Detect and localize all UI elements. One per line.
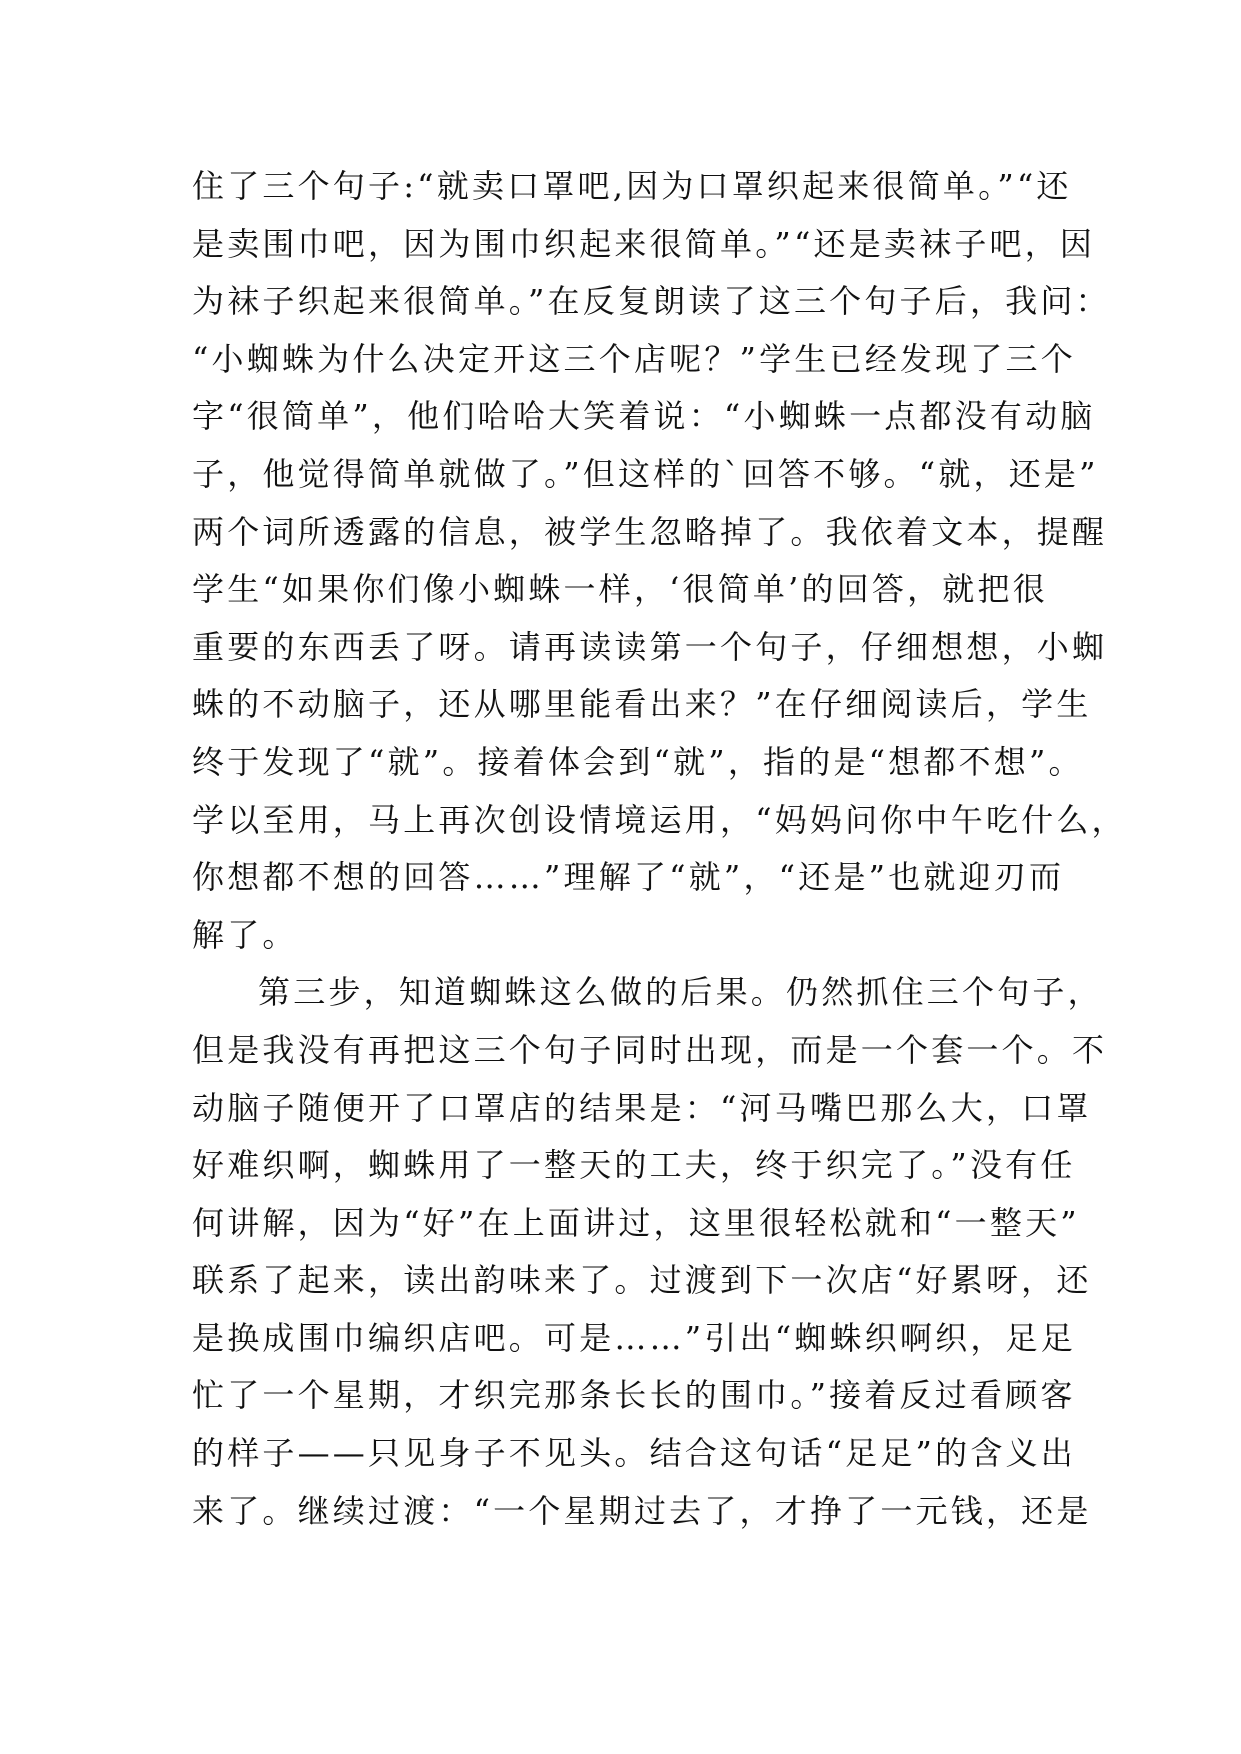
text-line: 你想都不想的回答……”理解了“就”，“还是”也就迎刃而: [192, 858, 1065, 897]
text-line: 忙了一个星期，才织完那条长长的围巾。”接着反过看顾客: [192, 1376, 1076, 1415]
text-line: 何讲解，因为“好”在上面讲过，这里很轻松就和“一整天”: [192, 1203, 1080, 1242]
paragraph-first-line: 第三步，知道蜘蛛这么做的后果。仍然抓住三个句子，: [258, 973, 1103, 1012]
text-line: 蛛的不动脑子，还从哪里能看出来？”在仔细阅读后，学生: [192, 685, 1092, 724]
text-line: 是换成围巾编织店吧。可是……”引出“蜘蛛织啊织，足足: [192, 1318, 1076, 1357]
text-line: 子，他觉得简单就做了。”但这样的`回答不够。“就，还是”: [192, 454, 1099, 493]
text-line: 但是我没有再把这三个句子同时出现，而是一个套一个。不: [192, 1030, 1108, 1069]
text-line: 联系了起来，读出韵味来了。过渡到下一次店“好累呀，还: [192, 1261, 1092, 1300]
text-line: 两个词所透露的信息，被学生忽略掉了。我依着文本，提醒: [192, 512, 1108, 551]
text-line: 字“很简单”，他们哈哈大笑着说：“小蜘蛛一点都没有动脑: [192, 397, 1096, 436]
text-line: 为袜子织起来很简单。”在反复朗读了这三个句子后，我问：: [192, 282, 1111, 321]
text-line: 动脑子随便开了口罩店的结果是：“河马嘴巴那么大，口罩: [192, 1088, 1092, 1127]
text-line: 住了三个句子:“就卖口罩吧,因为口罩织起来很简单。”“还: [192, 167, 1072, 205]
text-line: 是卖围巾吧，因为围巾织起来很简单。”“还是卖袜子吧，因: [192, 224, 1096, 263]
body-text: [192, 158, 1127, 1540]
text-line: 学以至用，马上再次创设情境运用，“妈妈问你中午吃什么，: [192, 800, 1127, 839]
text-line: 重要的东西丢了呀。请再读读第一个句子，仔细想想，小蜘: [192, 627, 1108, 666]
text-line: 好难织啊，蜘蛛用了一整天的工夫，终于织完了。”没有任: [192, 1146, 1076, 1185]
text-line: “小蜘蛛为什么决定开这三个店呢？”学生已经发现了三个: [192, 339, 1076, 378]
text-line: 来了。继续过渡：“一个星期过去了，才挣了一元钱，还是: [192, 1491, 1092, 1530]
text-line: 的样子——只见身子不见头。结合这句话“足足”的含义出: [192, 1434, 1076, 1473]
text-line: 解了。: [192, 915, 298, 954]
text-line: 终于发现了“就”。接着体会到“就”，指的是“想都不想”。: [192, 742, 1084, 781]
text-line: 学生“如果你们像小蜘蛛一样，‘很简单’的回答，就把很: [192, 570, 1048, 609]
